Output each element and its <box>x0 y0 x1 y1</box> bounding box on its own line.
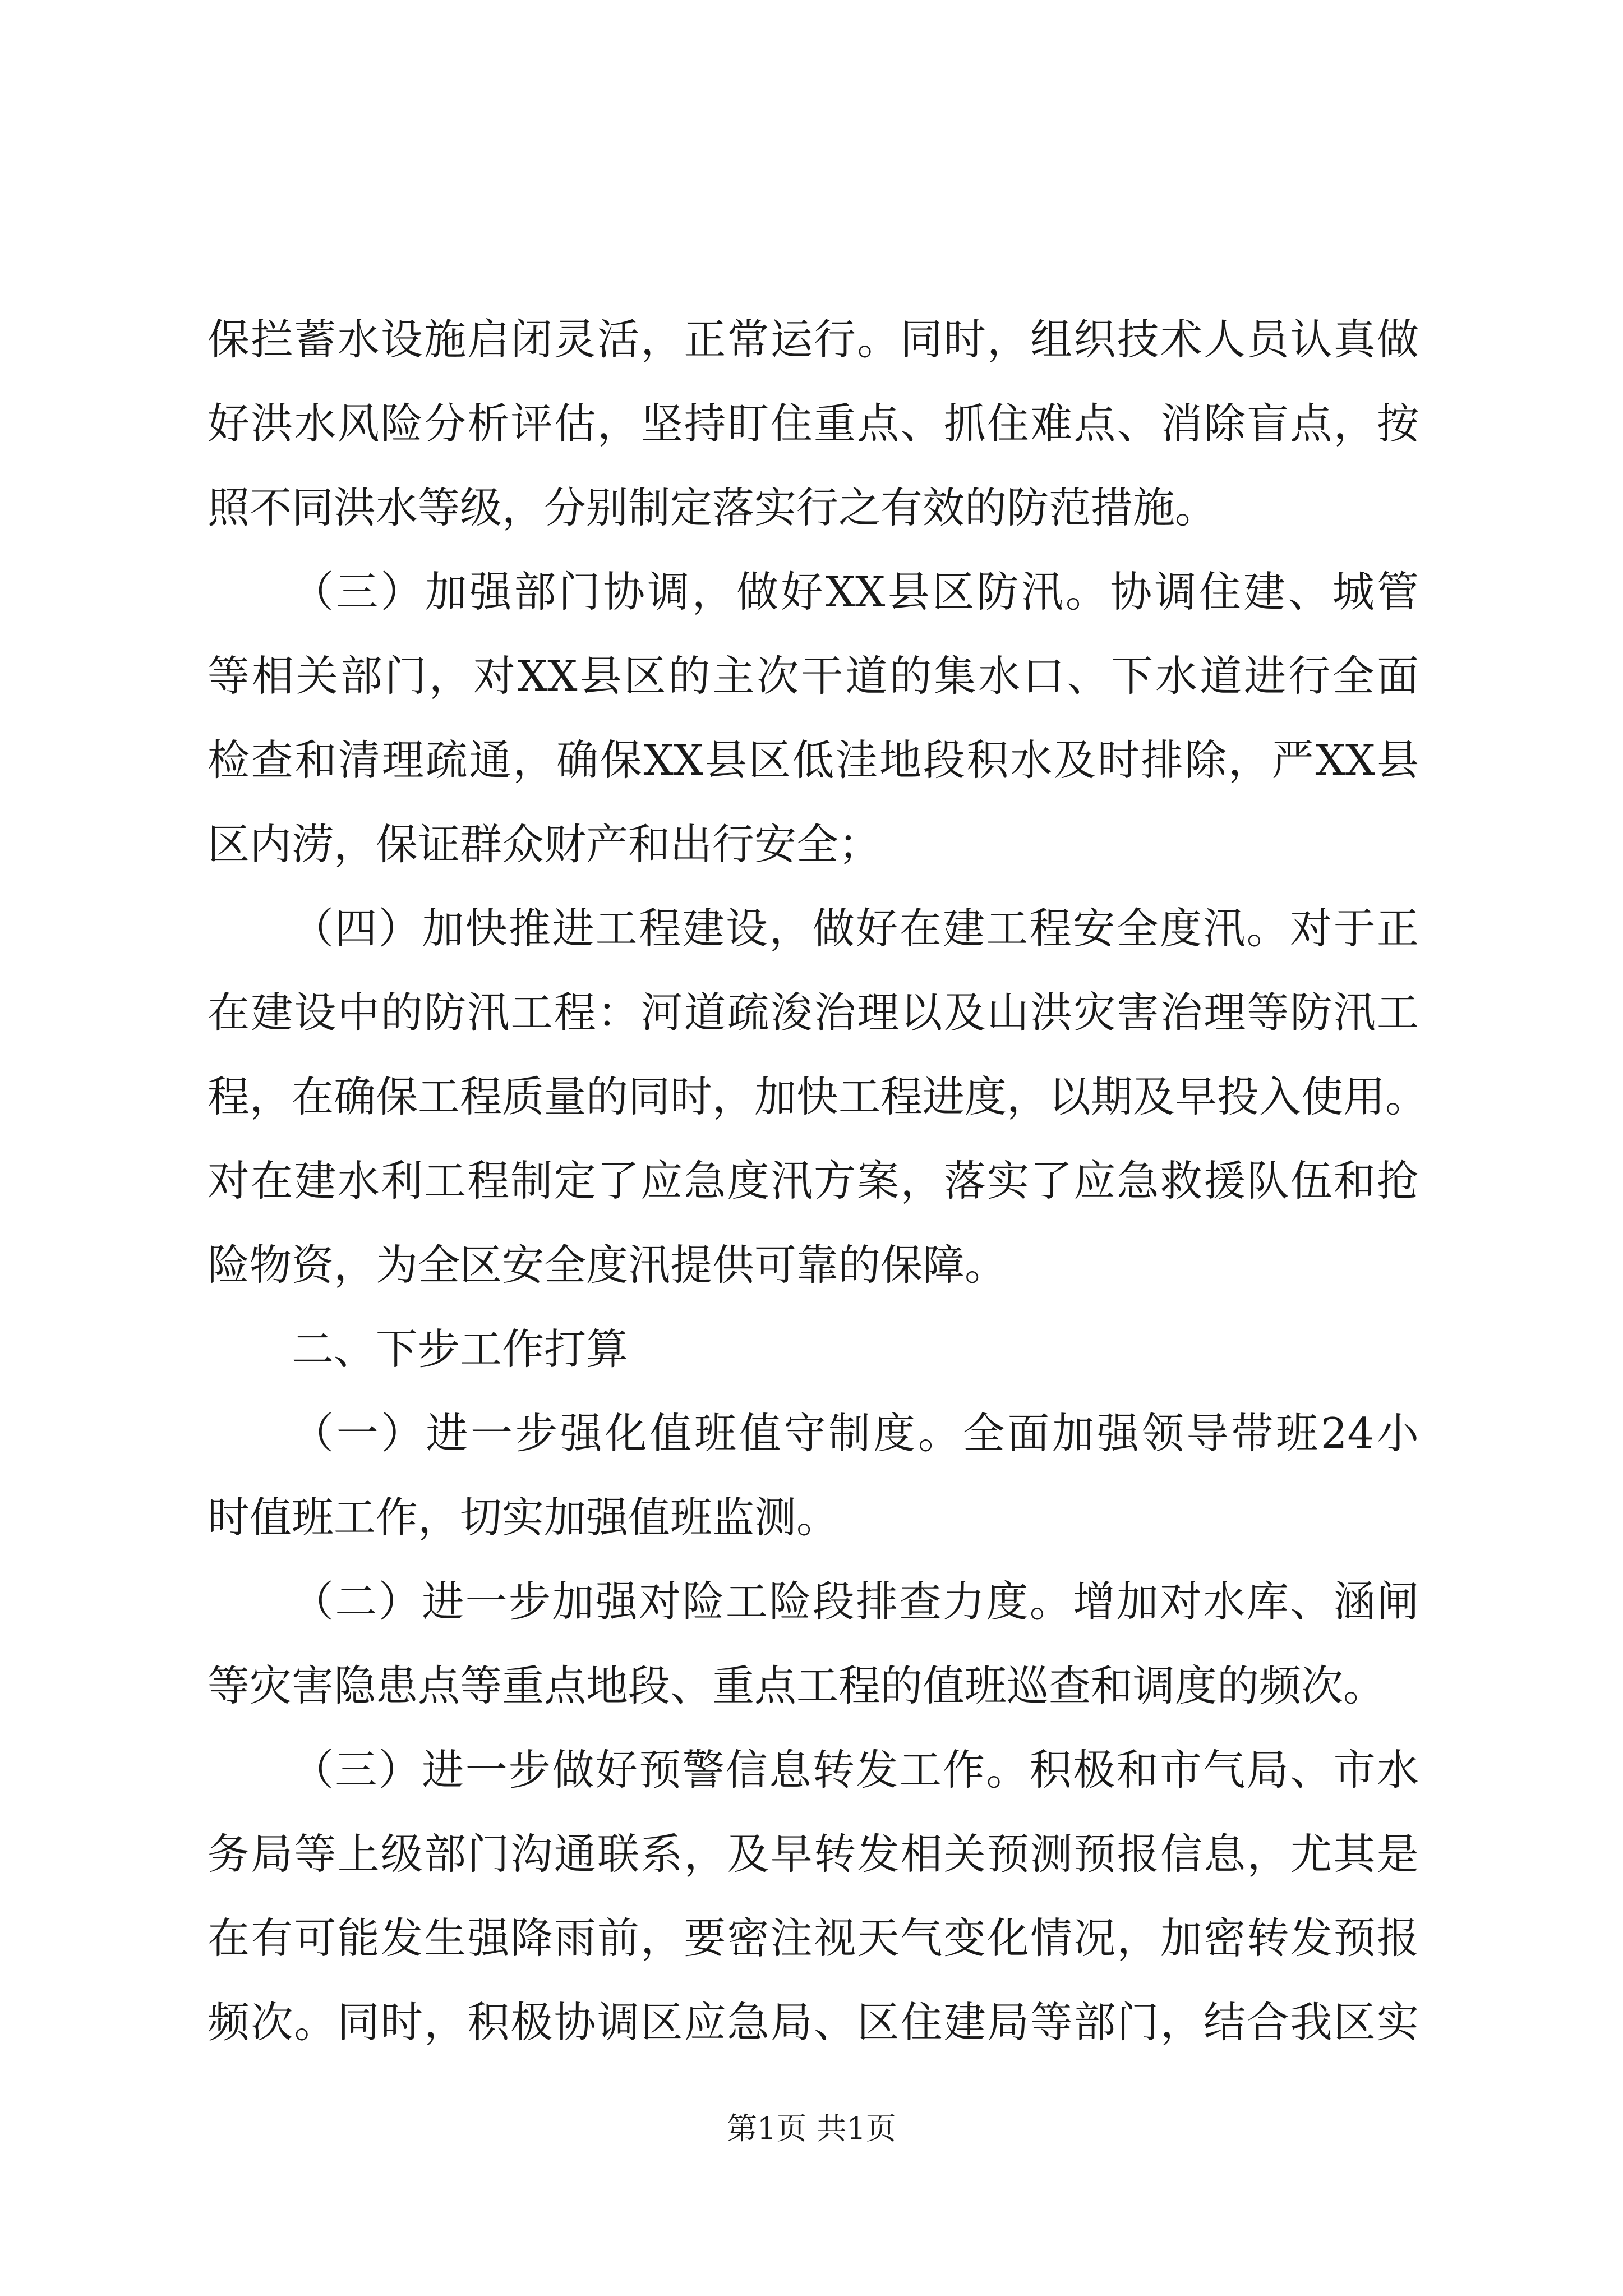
text-line: 在有可能发生强降雨前，要密注视天气变化情况，加密转发预报 <box>208 1913 1419 1963</box>
text-line: （三）加强部门协调，做好XX县区防汛。协调住建、城管 <box>292 567 1419 616</box>
text-line: 等灾害隐患点等重点地段、重点工程的值班巡查和调度的频次。 <box>208 1661 1386 1710</box>
text-line: （四）加快推进工程建设，做好在建工程安全度汛。对于正 <box>292 904 1419 953</box>
text-line: 等相关部门，对XX县区的主次干道的集水口、下水道进行全面 <box>208 651 1419 701</box>
text-line: 区内涝，保证群众财产和出行安全； <box>208 820 881 869</box>
text-line: 检查和清理疏通，确保XX县区低洼地段积水及时排除，严XX县 <box>208 735 1419 785</box>
text-line: 频次。同时，积极协调区应急局、区住建局等部门，结合我区实 <box>208 1998 1419 2047</box>
text-line: 务局等上级部门沟通联系，及早转发相关预测预报信息，尤其是 <box>208 1829 1419 1879</box>
text-line: （三）进一步做好预警信息转发工作。积极和市气局、市水 <box>292 1745 1419 1795</box>
text-line: 对在建水利工程制定了应急度汛方案，落实了应急救援队伍和抢 <box>208 1156 1419 1205</box>
text-line: 二、下步工作打算 <box>292 1324 629 1374</box>
text-line: （二）进一步加强对险工险段排查力度。增加对水库、涵闸 <box>292 1577 1419 1626</box>
text-line: （一）进一步强化值班值守制度。全面加强领导带班24小 <box>292 1409 1419 1458</box>
document-body <box>208 297 1428 2064</box>
page-footer: 第1页 共1页 <box>727 2111 896 2146</box>
text-line: 时值班工作，切实加强值班监测。 <box>208 1493 839 1542</box>
text-line: 保拦蓄水设施启闭灵活，正常运行。同时，组织技术人员认真做 <box>208 315 1419 364</box>
text-line: 照不同洪水等级，分别制定落实行之有效的防范措施。 <box>208 483 1218 532</box>
text-line: 好洪水风险分析评估，坚持盯住重点、抓住难点、消除盲点，按 <box>208 399 1419 448</box>
text-line: 在建设中的防汛工程：河道疏浚治理以及山洪灾害治理等防汛工 <box>208 988 1419 1037</box>
text-line: 程，在确保工程质量的同时，加快工程进度，以期及早投入使用。 <box>208 1072 1428 1121</box>
text-line: 险物资，为全区安全度汛提供可靠的保障。 <box>208 1240 1007 1290</box>
